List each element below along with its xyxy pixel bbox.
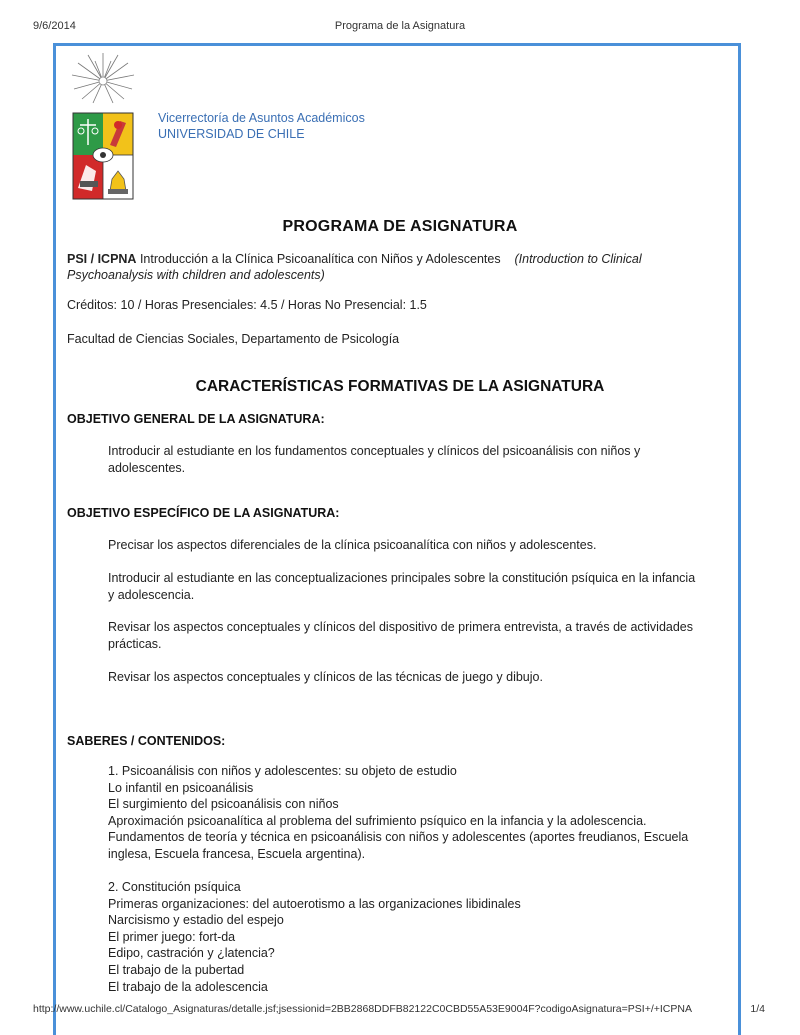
- specific-objective-item: Precisar los aspectos diferenciales de la clínica psicoanalítica con niños y adolescentes.: [108, 538, 597, 552]
- footer-url: http://www.uchile.cl/Catalogo_Asignaturas/detalle.jsf;jsessionid=2BB2868DDFB82122C0CBD55A53E9004F?codigoAsignatura=PSI+/+ICPNA: [33, 1003, 692, 1015]
- list-item: Fundamentos de teoría y técnica en psicoanálisis con niños y adolescentes (aportes freudianos, Escuela inglesa, Escuela francesa, Escuela argentina).: [108, 830, 689, 861]
- unit-1-title: 1. Psicoanálisis con niños y adolescentes: su objeto de estudio: [108, 764, 457, 778]
- general-objective-text: Introducir al estudiante en los fundamentos conceptuales y clínicos del psicoanálisis con niños y adolescentes.: [108, 444, 641, 475]
- institution-vicerrectoria: Vicerrectoría de Asuntos Académicos: [158, 111, 365, 125]
- list-item: Aproximación psicoanalítica al problema del sufrimiento psíquico en la infancia y la adolescencia.: [108, 813, 647, 828]
- general-objective-heading: OBJETIVO GENERAL DE LA ASIGNATURA:: [67, 412, 325, 426]
- print-title: Programa de la Asignatura: [334, 20, 466, 32]
- page-number: 1/4: [750, 1003, 765, 1015]
- specific-objective-item: Revisar los aspectos conceptuales y clínicos de las técnicas de juego y dibujo.: [108, 670, 543, 684]
- course-english-name: (Introduction to Clinical Psychoanalysis with children and adolescents): [67, 252, 642, 282]
- specific-objective-item: Revisar los aspectos conceptuales y clínicos del dispositivo de primera entrevista, a través de actividades prácticas.: [108, 620, 694, 651]
- course-credits: Créditos: 10 / Horas Presenciales: 4.5 / Horas No Presencial: 1.5: [67, 298, 427, 312]
- shield-icon: [73, 113, 133, 199]
- list-item: Narcisismo y estadio del espejo: [108, 913, 284, 928]
- list-item: Lo infantil en psicoanálisis: [108, 780, 254, 795]
- list-item: Edipo, castración y ¿latencia?: [108, 946, 275, 961]
- unit-2-title: 2. Constitución psíquica: [108, 880, 241, 894]
- course-faculty: Facultad de Ciencias Sociales, Departamento de Psicología: [67, 332, 400, 346]
- list-item: El trabajo de la pubertad: [108, 962, 245, 977]
- program-title: PROGRAMA DE ASIGNATURA: [282, 218, 518, 235]
- course-code: PSI / ICPNA: [67, 252, 137, 266]
- print-header: [0, 20, 800, 34]
- list-item: El surgimiento del psicoanálisis con niños: [108, 797, 339, 812]
- course-title: [67, 251, 707, 283]
- section-title: CARACTERÍSTICAS FORMATIVAS DE LA ASIGNATURA: [195, 378, 605, 395]
- specific-objective-item: Introducir al estudiante en las conceptualizaciones principales sobre la constitución psíquica en la infancia y adolescencia.: [108, 571, 696, 602]
- specific-objective-heading: OBJETIVO ESPECÍFICO DE LA ASIGNATURA:: [67, 506, 340, 520]
- university-logo: [68, 53, 138, 201]
- institution-university: UNIVERSIDAD DE CHILE: [158, 127, 305, 141]
- contents-unit-1: [108, 763, 708, 863]
- print-date: 9/6/2014: [33, 20, 76, 32]
- contents-heading: SABERES / CONTENIDOS:: [67, 734, 226, 748]
- contents-unit-2: [108, 879, 708, 995]
- course-name: Introducción a la Clínica Psicoanalítica con Niños y Adolescentes: [139, 252, 501, 266]
- list-item: Primeras organizaciones: del autoerotismo a las organizaciones libidinales: [108, 896, 521, 911]
- list-item: El primer juego: fort-da: [108, 929, 236, 944]
- list-item: El trabajo de la adolescencia: [108, 979, 268, 994]
- institution-block: [158, 110, 365, 142]
